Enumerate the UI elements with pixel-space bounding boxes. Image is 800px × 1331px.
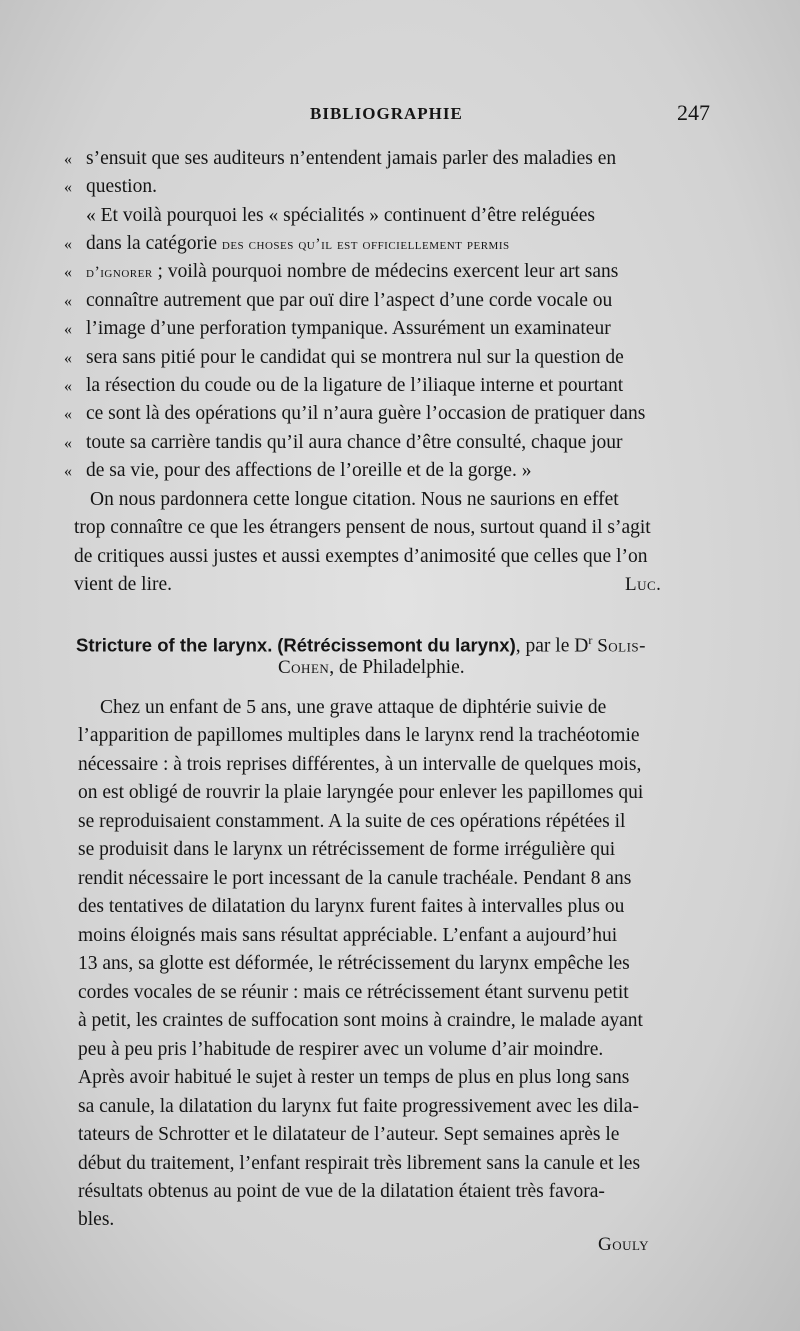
- body-line: 13 ans, sa glotte est déformée, le rétrécissement du larynx empêche les: [78, 953, 630, 974]
- body-line: peu à peu pris l’habitude de respirer avec un volume d’air moindre.: [78, 1039, 604, 1060]
- body-line: début du traitement, l’enfant respirait très librement sans la canule et les: [78, 1153, 641, 1174]
- signature-gouly: Gouly: [598, 1234, 650, 1255]
- quote-line: « toute sa carrière tandis qu’il aura chance d’être consulté, chaque jour: [64, 432, 623, 453]
- quote-line: « de sa vie, pour des affections de l’oreille et de la gorge. »: [64, 460, 532, 481]
- body-line: rendit nécessaire le port incessant de la canule trachéale. Pendant 8 ans: [78, 868, 632, 889]
- body-line: on est obligé de rouvrir la plaie laryngée pour enlever les papillomes qui: [78, 782, 644, 803]
- quote-line: « sera sans pitié pour le candidat qui se montrera nul sur la question de: [64, 347, 624, 368]
- article-author: Cohen, de Philadelphie.: [278, 657, 465, 678]
- body-line: cordes vocales de se réunir : mais ce rétrécissement étant survenu petit: [78, 982, 629, 1003]
- body-line: se produisit dans le larynx un rétrécissement de forme irrégulière qui: [78, 839, 616, 860]
- signature-luc: Luc.: [625, 574, 662, 595]
- body-line: Chez un enfant de 5 ans, une grave attaque de diphtérie suivie de: [100, 697, 607, 718]
- quote-line: « ce sont là des opérations qu’il n’aura guère l’occasion de pratiquer dans: [64, 403, 646, 424]
- body-line: bles.: [78, 1209, 115, 1230]
- page-number: 247: [677, 100, 710, 125]
- body-line: sa canule, la dilatation du larynx fut faite progressivement avec les dila-: [78, 1096, 639, 1117]
- closing-line: trop connaître ce que les étrangers pensent de nous, surtout quand il s’agit: [74, 517, 651, 538]
- quote-line: « d’ignorer ; voilà pourquoi nombre de médecins exercent leur art sans: [64, 261, 619, 282]
- body-line: se reproduisaient constamment. A la suite de ces opérations répétées il: [78, 811, 626, 832]
- quote-line: « connaître autrement que par ouï dire l’aspect d’une corde vocale ou: [64, 290, 613, 311]
- quote-line: « l’image d’une perforation tympanique. Assurément un examinateur: [64, 318, 611, 339]
- quote-line: « dans la catégorie des choses qu’il est officiellement permis: [64, 233, 510, 254]
- body-line: l’apparition de papillomes multiples dans le larynx rend la trachéotomie: [78, 725, 640, 746]
- body-line: moins éloignés mais sans résultat appréciable. L’enfant a aujourd’hui: [78, 925, 618, 946]
- running-title: BIBLIOGRAPHIE: [310, 104, 463, 123]
- body-line: des tentatives de dilatation du larynx furent faites à intervalles plus ou: [78, 896, 625, 917]
- body-line: à petit, les craintes de suffocation sont moins à craindre, le malade ayant: [78, 1010, 643, 1031]
- body-line: Après avoir habitué le sujet à rester un temps de plus en plus long sans: [78, 1067, 630, 1088]
- body-line: tateurs de Schrotter et le dilatateur de l’auteur. Sept semaines après le: [78, 1124, 620, 1145]
- quote-line: « la résection du coude ou de la ligature de l’iliaque interne et pourtant: [64, 375, 624, 396]
- body-line: nécessaire : à trois reprises différentes, à un intervalle de quelques mois,: [78, 754, 642, 775]
- quote-line: « Et voilà pourquoi les « spécialités » continuent d’être reléguées: [86, 205, 596, 226]
- closing-line: de critiques aussi justes et aussi exemptes d’animosité que celles que l’on: [74, 546, 648, 567]
- quote-line: « question.: [64, 176, 157, 197]
- body-line: résultats obtenus au point de vue de la dilatation étaient très favora-: [78, 1181, 605, 1202]
- article-title: Stricture of the larynx. (Rétrécissemont du larynx), par le $D^r$ Solis-: [76, 633, 646, 657]
- page-header: [0, 100, 800, 130]
- closing-line: On nous pardonnera cette longue citation. Nous ne saurions en effet: [90, 489, 619, 510]
- quote-line: « s’ensuit que ses auditeurs n’entendent jamais parler des maladies en: [64, 148, 617, 169]
- closing-line: vient de lire.: [74, 574, 173, 595]
